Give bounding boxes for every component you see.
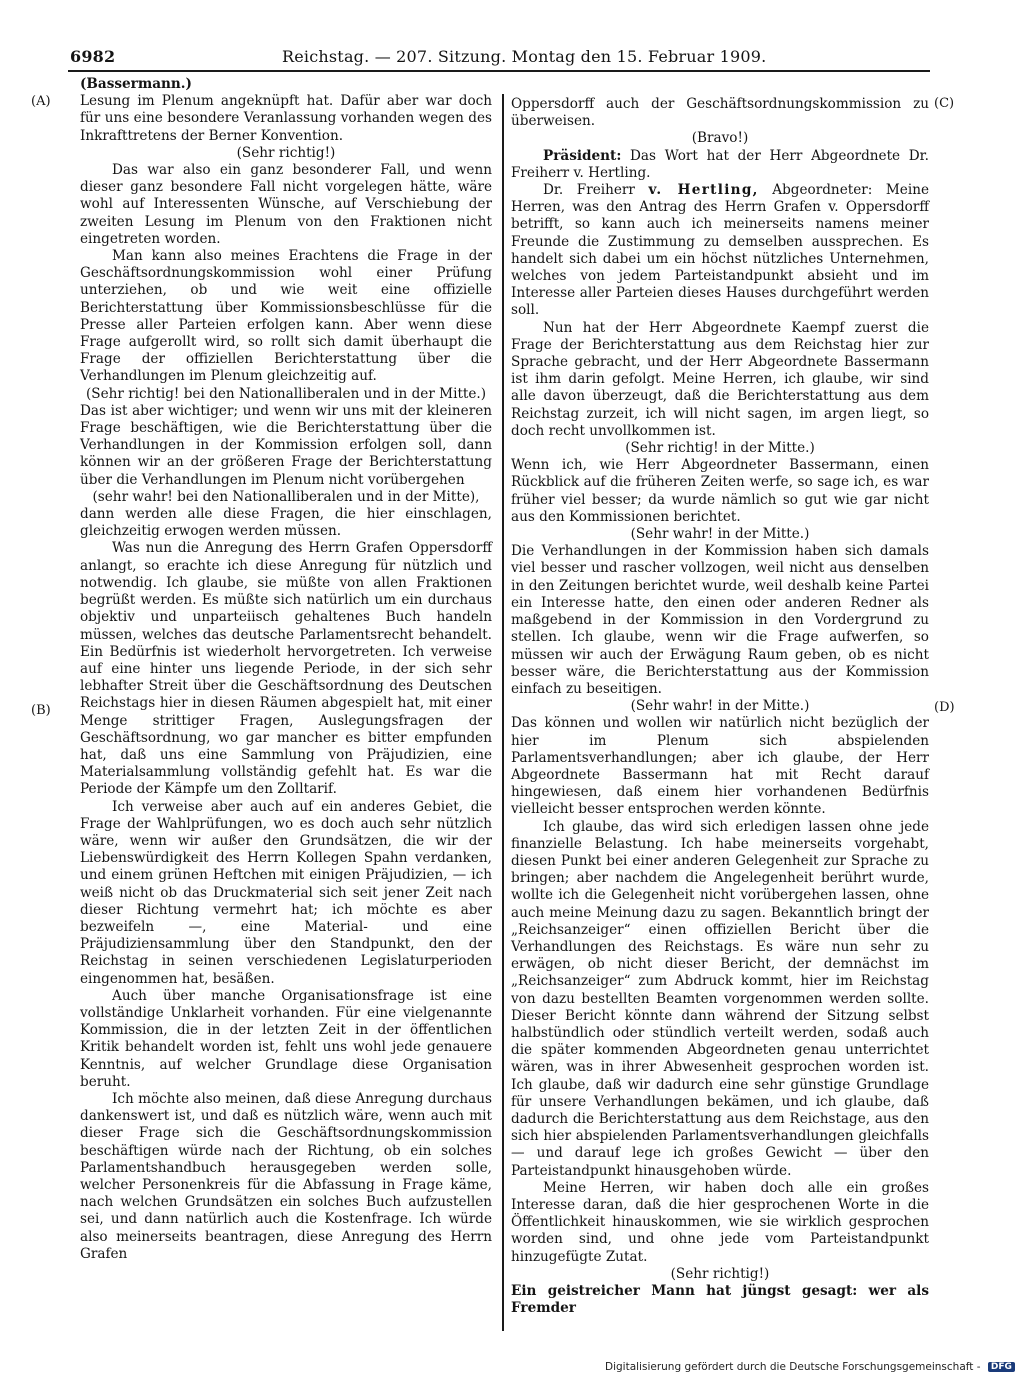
- header-rule: [68, 70, 930, 72]
- margin-marker-c: (C): [934, 96, 955, 111]
- margin-marker-b: (B): [31, 703, 51, 718]
- paragraph: Nun hat der Herr Abgeordnete Kaempf zuerst die Frage der Berichterstattung aus dem Reichstag hier zur Sprache gebracht, und der Herr Abgeordnete Bassermann ist ihm darin gefolgt. Meine Herren, ich glaube, wir sind alle davon überzeugt, daß die Berichterstattung aus dem Reichstag zurzeit, ich will nicht sagen, im argen liegt, so doch recht unvollkommen ist.: [511, 319, 929, 439]
- dfg-logo: DFG: [988, 1362, 1015, 1372]
- interjection: (Sehr richtig!): [670, 1265, 770, 1282]
- footer-credit: [605, 1361, 1012, 1377]
- column-divider: [502, 94, 504, 1331]
- paragraph: Das können und wollen wir natürlich nicht bezüglich der hier im Plenum sich abspielenden Parlamentsverhandlungen; aber ich glaube, der Herr Abgeordnete Bassermann hat mit Recht darauf hingewiesen, daß einem hier vorhandenen Bedürfnis vielleicht besser entsprochen werden könnte.: [511, 715, 929, 818]
- paragraph: Wenn ich, wie Herr Abgeordneter Bassermann, einen Rückblick auf die früheren Zeiten werfe, so sage ich, es war früher viel besser; da wurde nämlich so gut wie gar nicht aus den Kommissionen berichtet.: [511, 457, 929, 525]
- paragraph: Ich verweise aber auch auf ein anderes Gebiet, die Frage der Wahlprüfungen, wo es doch auch sehr nützlich wäre, wenn wir außer den Grundsätzen, die wir der Liebenswürdigkeit des Herrn Kollegen Spahn verdanken, und einem grünen Heftchen mit einigen Präjudizien, — ich weiß nicht ob das Druckmaterial sich seit jener Zeit nach dieser Richtung vermehrt hat; ich möchte es aber bezweifeln —, eine Material- und eine Präjudiziensammlung über den Standpunkt, den der Reichstag in seinen verschiedenen Legislaturperioden eingenommen hat, besäßen.: [80, 798, 492, 987]
- right-column: [511, 96, 929, 1317]
- interjection: (Sehr richtig! bei den Nationalliberalen und in der Mitte.): [85, 385, 487, 402]
- page-title: Reichstag. — 207. Sitzung. Montag den 15. Februar 1909.: [282, 47, 767, 66]
- left-column: [80, 76, 492, 1263]
- speech-text: Meine Herren, was den Antrag des Herrn Grafen v. Oppersdorff betrifft, so kann auch ich meinerseits namens meiner Freunde die Zustimmung zu demselben aussprechen. Es handelt sich dabei um ein höchst nützliches Unternehmen, welches von jedem Parteistandpunkt absieht und im Interesse aller Parteien dieses Hauses durchgeführt werden soll.: [511, 182, 930, 319]
- interjection: (Sehr wahr! in der Mitte.): [630, 698, 810, 715]
- speaker-prefix: Dr. Freiherr: [543, 182, 649, 199]
- paragraph: Das ist aber wichtiger; und wenn wir uns mit der kleineren Frage beschäftigen, wie die Berichterstattung über die Verhandlungen in der Kommission erfolgen soll, dann können wir an der größeren Frage der Berichterstattung über die Verhandlungen im Plenum nicht vorübergehen: [80, 402, 492, 488]
- paragraph: Ich möchte also meinen, daß diese Anregung durchaus dankenswert ist, und daß es nützlich wäre, wenn auch mit dieser Frage sich die Geschäftsordnungskommission beschäftigen würde nach der Richtung, ob ein solches Parlamentshandbuch herausgegeben werden solle, welcher Personenkreis für die Abfassung in Frage käme, nach welchen Grundsätzen ein solches Buch aufzustellen sei, und dann natürlich auch die Kostenfrage. Ich würde also meinerseits beantragen, diese Anregung des Herrn Grafen: [80, 1090, 492, 1262]
- speech-opening: [511, 182, 929, 320]
- president-statement: [511, 148, 929, 182]
- paragraph: Was nun die Anregung des Herrn Grafen Oppersdorff anlangt, so erachte ich diese Anregung für nützlich und notwendig. Ich glaube, sie müßte von allen Fraktionen begrüßt werden. Es müßte sich natürlich um ein durchaus objektiv und unparteiisch gehaltenes Buch handeln müssen, welches das deutsche Parlamentsrecht behandelt. Ein Bedürfnis ist wiederholt hervorgetreten. Ich verweise auf eine hinter uns liegende Periode, in der sich sehr lebhafter Streit über die Geschäftsordnung des Deutschen Reichstags hier in diesen Räumen abgespielt hat, mit einer Menge strittiger Fragen, Auslegungsfragen der Geschäftsordnung, wo gar mancher es bitter empfunden hat, daß uns eine Sammlung von Präjudizien, eine Materialsammlung vollständig gefehlt hat. Es war die Periode der Kämpfe um den Zolltarif.: [80, 540, 492, 798]
- paragraph: Auch über manche Organisationsfrage ist eine vollständige Unklarheit vorhanden. Für eine vielgenannte Kommission, die in der letzten Zeit in der öffentlichen Kritik behandelt worden ist, fehlt uns wohl jede genauere Kenntnis, auf welcher Grundlage diese Organisation beruht.: [80, 987, 492, 1090]
- interjection: (Sehr richtig!): [236, 144, 336, 161]
- paragraph: Oppersdorff auch der Geschäftsordnungskommission zu überweisen.: [511, 96, 929, 130]
- paragraph: Meine Herren, wir haben doch alle ein großes Interesse daran, daß die hier gesprochenen Worte in die Öffentlichkeit hinauskommen, wie sie wirklich gesprochen worden sind, und ohne jede vom Parteistandpunkt hinzugefügte Zutat.: [511, 1179, 929, 1265]
- speaker-name: v. Hertling,: [648, 182, 759, 199]
- footer-text: Digitalisierung gefördert durch die Deutsche Forschungsgemeinschaft -: [605, 1361, 981, 1373]
- speaker-role: Abgeordneter:: [758, 182, 873, 199]
- paragraph: Das war also ein ganz besonderer Fall, und wenn dieser ganz besondere Fall nicht vorgelegen hätte, wäre wohl auf Interessenten Wünsche, auf Verschiebung der zweiten Lesung im Plenum von den Fraktionen nicht eingetreten worden.: [80, 162, 492, 247]
- paragraph: Man kann also meines Erachtens die Frage in der Geschäftsordnungskommission wohl einer Prüfung unterziehen, ob und wie weit eine offizielle Berichterstattung über Kommissionsbeschlüsse für die Presse aller Parteien erfolgen kann. Aber wenn diese Frage aufgerollt wird, so rollt sich damit überhaupt die Frage der offiziellen Berichterstattung über die Verhandlungen im Plenum gleichzeitig auf.: [80, 248, 492, 385]
- speaker-label: Präsident:: [543, 147, 622, 164]
- interjection: (Sehr wahr! in der Mitte.): [630, 526, 810, 543]
- page-number: 6982: [70, 47, 116, 66]
- interjection: (Sehr richtig! in der Mitte.): [625, 440, 815, 457]
- paragraph: dann werden alle diese Fragen, die hier einschlagen, gleichzeitig erwogen werden müssen.: [80, 506, 492, 540]
- interjection: (Bravo!): [691, 130, 749, 147]
- paragraph: Lesung im Plenum angeknüpft hat. Dafür aber war doch für uns eine besondere Veranlassung vorhanden wegen des Inkrafttretens der Berner Konvention.: [80, 93, 492, 144]
- president-text: Das Wort hat der Herr Abgeordnete Dr. Freiherr v. Hertling.: [511, 147, 929, 181]
- margin-marker-a: (A): [31, 94, 51, 109]
- paragraph: Ein geistreicher Mann hat jüngst gesagt: wer als Fremder: [511, 1283, 929, 1317]
- speaker-continuation: (Bassermann.): [80, 76, 192, 92]
- margin-marker-d: (D): [934, 700, 955, 715]
- paragraph: Die Verhandlungen in der Kommission haben sich damals viel besser und rascher vollzogen, weil nicht aus denselben in den Zeitungen berichtet wurde, weil deshalb keine Partei ein Interesse hatte, den einen oder anderen Redner als maßgebend in der Kommission in den Vordergrund zu stellen. Ich glaube, wenn wir die Frage aufwerfen, so müssen wir auch der Erwägung Raum geben, ob es nicht besser wäre, die Berichterstattung aus der Kommission einfach zu beseitigen.: [511, 543, 929, 697]
- paragraph: Ich glaube, das wird sich erledigen lassen ohne jede finanzielle Belastung. Ich habe meinerseits vorgehabt, diesen Punkt bei einer anderen Gelegenheit zur Sprache zu bringen; aber nachdem die Angelegenheit berührt wurde, wollte ich die Gelegenheit nicht vorübergehen lassen, ohne auch meine Meinung dazu zu sagen. Bekanntlich bringt der „Reichsanzeiger“ einen offiziellen Bericht über die Verhandlungen des Reichstags. Es wäre nun sehr zu erwägen, ob nicht dieser Bericht, der demnächst im „Reichsanzeiger“ zum Abdruck kommt, hier im Reichstag von dazu bestellten Beamten vorgenommen werden sollte. Dieser Bericht könnte dann während der Sitzung selbst halbstündlich oder stündlich verteilt werden, sodaß auch die später kommenden Abgeordneten genau unterrichtet wären, was in ihrer Abwesenheit gesprochen worden ist. Ich glaube, daß wir dadurch eine sehr günstige Grundlage für unsere Verhandlungen bekämen, und ich glaube, daß dadurch die Berichterstattung aus dem Reichstage, aus den sich hier abspielenden Parlamentsverhandlungen gleichfalls — und darauf lege ich großes Gewicht — über den Parteistandpunkt hinausgehoben würde.: [511, 818, 929, 1179]
- interjection: (sehr wahr! bei den Nationalliberalen und in der Mitte),: [92, 488, 480, 505]
